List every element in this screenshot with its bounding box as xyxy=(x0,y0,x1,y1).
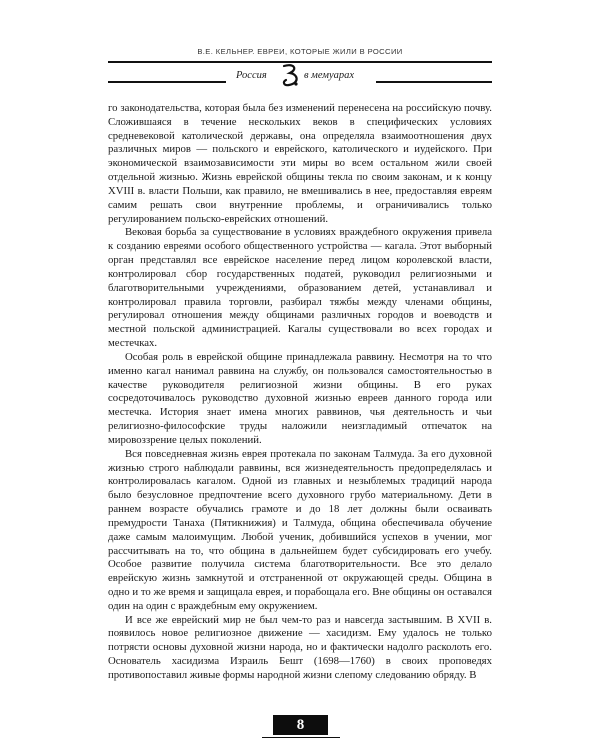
series-emblem-icon xyxy=(280,63,302,89)
series-line-right xyxy=(376,81,492,83)
body-text xyxy=(108,102,492,683)
paragraph: го законодательства, которая была без изменений перенесена на российскую почву. Сложившаяся в течение нескольких веков в специфических условиях средневековой католической державы, она определяла взаимоотношения двух различных миров — польского и еврейского, католического и иудейского. При экономической взаимозависимости эти миры во всем остальном жили своей отдельной жизнью. Жизнь еврейской общины текла по своим законам, и к концу XVIII в. власти Польши, как правило, не вмешивались в нее, предоставляя евреям самим решать свои внутренние проблемы, и ограничивались только регулированием польско-еврейских отношений. xyxy=(108,102,492,225)
paragraph: Вековая борьба за существование в условиях враждебного окружения привела к созданию евреями особого общественного устройства — кагала. Этот выборный орган представлял все еврейское население перед лицом королевской власти, контролировал сбор государственных податей, руководил религиозными и благотворительными учреждениями, образованием детей, устанавливал и контролировал правила торговли, разбирал тяжбы между членами общины, регулировал отношения между общинами различных городов и воеводств и местной польской администрацией. Кагалы существовали во всех городах и местечках. xyxy=(108,226,492,350)
paragraph: Особая роль в еврейской общине принадлежала раввину. Несмотря на то что именно кагал нанимал раввина на службу, он пользовался самостоятельностью в качестве руководителя религиозной жизни общины. В его руках сосредоточивалось руководство духовной жизнью евреев данного города или местечка. История знает имена многих раввинов, чья деятельность и чьи религиозно-философские труды наложили неизгладимый отпечаток на мировоззрение целых поколений. xyxy=(108,350,492,446)
paragraph: Вся повседневная жизнь еврея протекала по законам Талмуда. За его духовной жизнью строго наблюдали раввины, вся жизнедеятельность предопределялась и контролировалась кагалом. Одной из главных и незыблемых традиций народа было безусловное предпочтение всего духовного грубо материальному. Дети в раннем возрасте обучались грамоте и до 18 лет должны были осваивать премудрости Танаха (Пятикнижия) и Талмуда, община обеспечивала обучение даже самым малоимущим. Любой ученик, добившийся успехов в учении, мог рассчитывать на то, что община в дальнейшем будет субсидировать его учебу. Особое развитие получила система благотворительности. Все это делало еврейскую жизнь замкнутой и отстраненной от окружающей среды. Община в одно и то же время и защищала еврея, и порабощала его. Вне общины он оставался один на один с враждебным ему окружением. xyxy=(108,447,492,612)
page-number: 8 xyxy=(273,715,328,735)
series-banner xyxy=(108,67,492,87)
paragraph: И все же еврейский мир не был чем-то раз и навсегда застывшим. В XVII в. появилось новое религиозное движение — хасидизм. Ему удалось не только потрясти основы духовной жизни народа, но и фактически надолго расколоть его. Основатель хасидизма Израиль Бешт (1698—1760) в своих проповедях противопоставил живые формы народной жизни слепому следованию обряду. В xyxy=(108,613,492,681)
running-title: В.Е. КЕЛЬНЕР. ЕВРЕИ, КОТОРЫЕ ЖИЛИ В РОССИИ xyxy=(197,47,403,56)
series-title-left: Россия xyxy=(236,70,267,81)
series-title-right: в мемуарах xyxy=(304,70,355,81)
footer-rule xyxy=(262,737,340,738)
series-line-left xyxy=(108,81,226,83)
